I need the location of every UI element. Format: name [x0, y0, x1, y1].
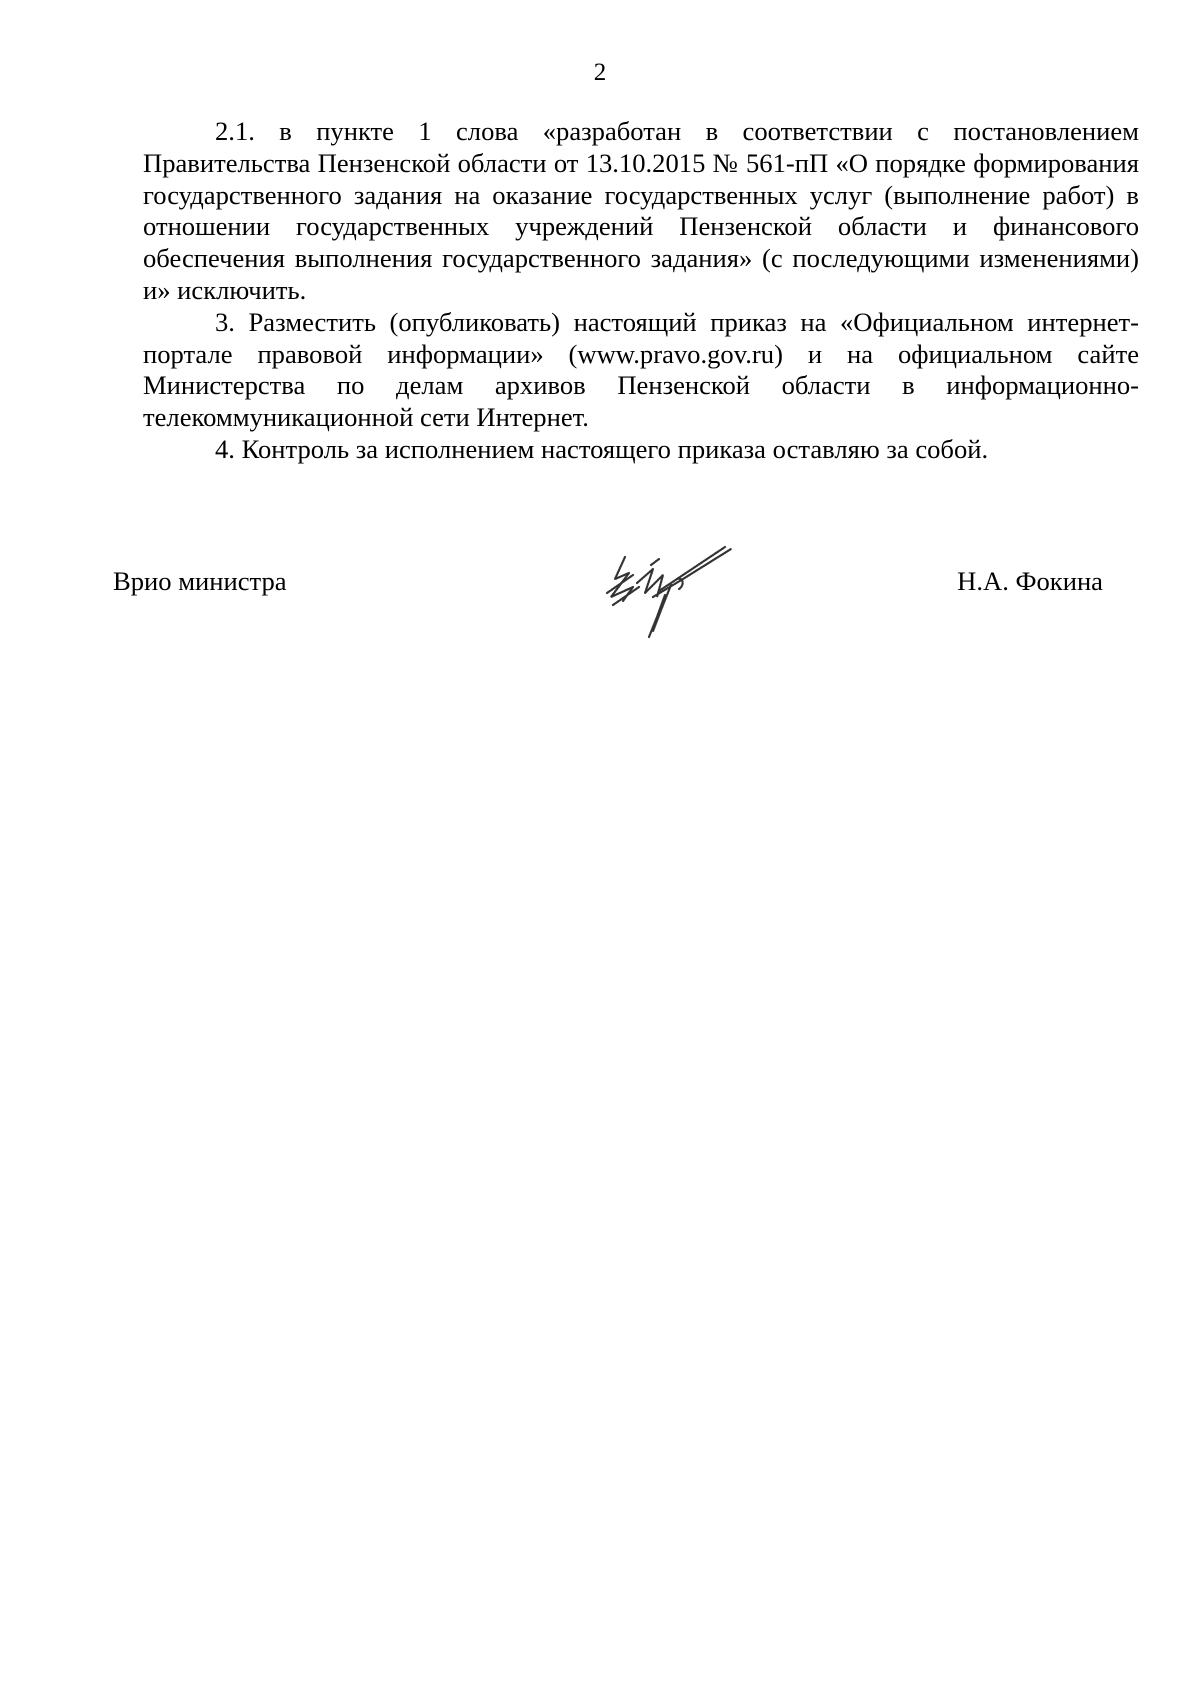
document-body: [143, 116, 1139, 466]
handwritten-signature-icon: [593, 535, 743, 645]
paragraph-2-1: 2.1. в пункте 1 слова «разработан в соответствии с постановлением Правительства Пензенской области от 13.10.2015 № 561-пП «О порядке формирования государственного задания на оказание государственных услуг (выполнение работ) в отношении государственных учреждений Пензенской области и финансового обеспечения выполнения государственного задания» (с последующими изменениями) и» исключить.: [143, 116, 1139, 305]
page-number: 2: [593, 59, 607, 86]
paragraph-4: 4. Контроль за исполнением настоящего приказа оставляю за собой.: [215, 433, 989, 464]
signatory-role: Врио министра: [113, 566, 287, 596]
signature-block: [113, 565, 1103, 675]
paragraph-3: 3. Разместить (опубликовать) настоящий приказ на «Официальном интернет-портале правовой информации» (www.pravo.gov.ru) и на официальном сайте Министерства по делам архивов Пензенской области в информационно-телекоммуникационной сети Интернет.: [143, 306, 1139, 433]
signatory-name: Н.А. Фокина: [957, 566, 1103, 596]
